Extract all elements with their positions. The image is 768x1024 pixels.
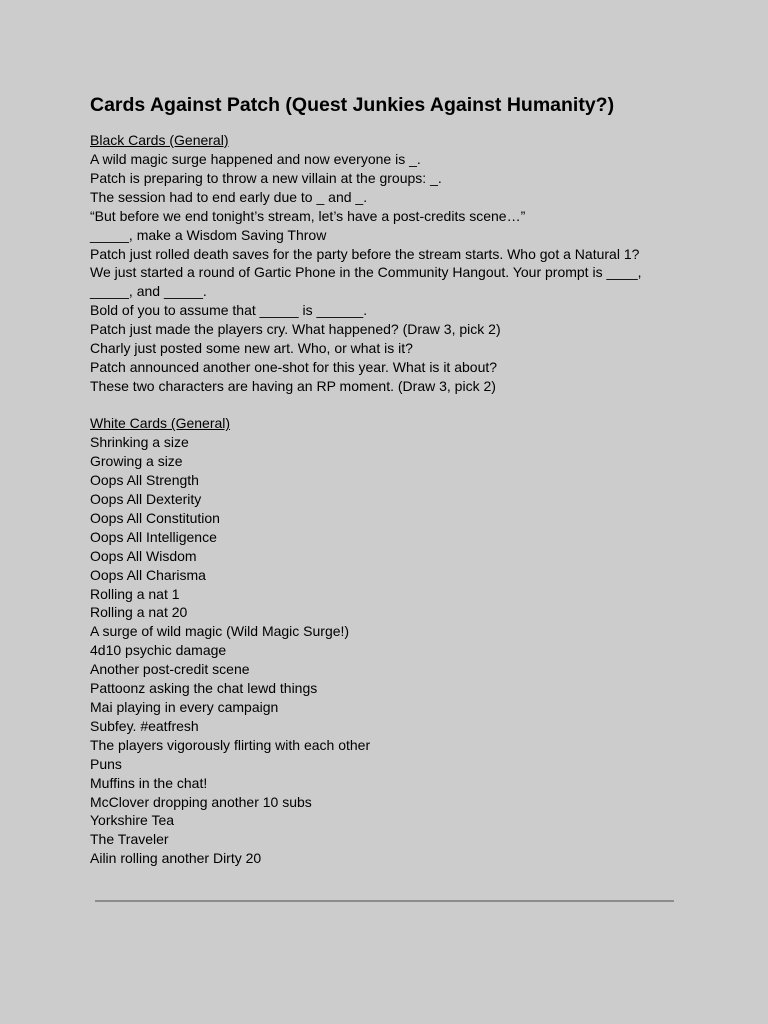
white-card-item: The players vigorously flirting with each other [90, 736, 371, 753]
black-card-line: Charly just posted some new art. Who, or what is it? [90, 340, 413, 357]
white-card-item: Puns [90, 755, 122, 772]
white-card-item: Oops All Constitution [90, 509, 220, 526]
white-cards-heading: White Cards (General) [90, 415, 231, 432]
white-card-item: Oops All Dexterity [90, 491, 202, 507]
black-card-line: Patch is preparing to throw a new villain at the groups: _. [90, 169, 442, 186]
white-card-item: Muffins in the chat! [90, 774, 208, 791]
white-card-item: Subfey. #eatfresh [90, 717, 199, 734]
white-card-item: Rolling a nat 1 [90, 585, 180, 602]
black-card-line: “But before we end tonight’s stream, let’s have a post-credits scene…” [90, 207, 526, 224]
black-card-line: We just started a round of Gartic Phone in the Community Hangout. Your prompt is ____, [90, 264, 642, 281]
white-card-item: Oops All Strength [90, 472, 199, 489]
white-card-item: Pattoonz asking the chat lewd things [90, 680, 318, 697]
black-card-line: These two characters are having an RP moment. (Draw 3, pick 2) [90, 377, 496, 394]
white-card-item: Yorkshire Tea [90, 812, 175, 829]
document-page [90, 92, 690, 868]
black-card-line: Patch just made the players cry. What happened? (Draw 3, pick 2) [90, 321, 501, 338]
white-card-item: Oops All Intelligence [90, 528, 217, 545]
black-card-line: Patch announced another one-shot for this year. What is it about? [90, 358, 498, 375]
footer-divider [95, 900, 674, 902]
white-card-item: A surge of wild magic (Wild Magic Surge!) [90, 623, 350, 640]
white-card-item: Oops All Wisdom [90, 547, 197, 564]
white-card-item: 4d10 psychic damage [90, 642, 227, 659]
white-card-item: Ailin rolling another Dirty 20 [90, 850, 262, 867]
white-card-item: Shrinking a size [90, 434, 189, 451]
section-spacer [90, 396, 690, 415]
document-title: Cards Against Patch (Quest Junkies Against Humanity?) [90, 94, 615, 116]
black-card-line: _____, and _____. [90, 283, 207, 300]
white-card-item: Growing a size [90, 453, 183, 470]
black-card-line: _____, make a Wisdom Saving Throw [90, 226, 327, 243]
black-cards-list [90, 150, 690, 396]
white-card-item: Oops All Charisma [90, 566, 206, 583]
white-card-item: Mai playing in every campaign [90, 698, 279, 715]
black-card-line: Bold of you to assume that _____ is ______. [90, 302, 368, 319]
white-card-item: Another post-credit scene [90, 661, 250, 678]
black-card-line: A wild magic surge happened and now everyone is _. [90, 151, 421, 167]
white-card-item: The Traveler [90, 831, 169, 848]
black-card-line: Patch just rolled death saves for the party before the stream starts. Who got a Natural 1? [90, 245, 640, 262]
white-cards-list [90, 433, 690, 868]
black-cards-heading: Black Cards (General) [90, 132, 229, 148]
white-card-item: Rolling a nat 20 [90, 604, 188, 621]
black-card-line: The session had to end early due to _ and _. [90, 188, 368, 205]
white-card-item: McClover dropping another 10 subs [90, 793, 312, 810]
